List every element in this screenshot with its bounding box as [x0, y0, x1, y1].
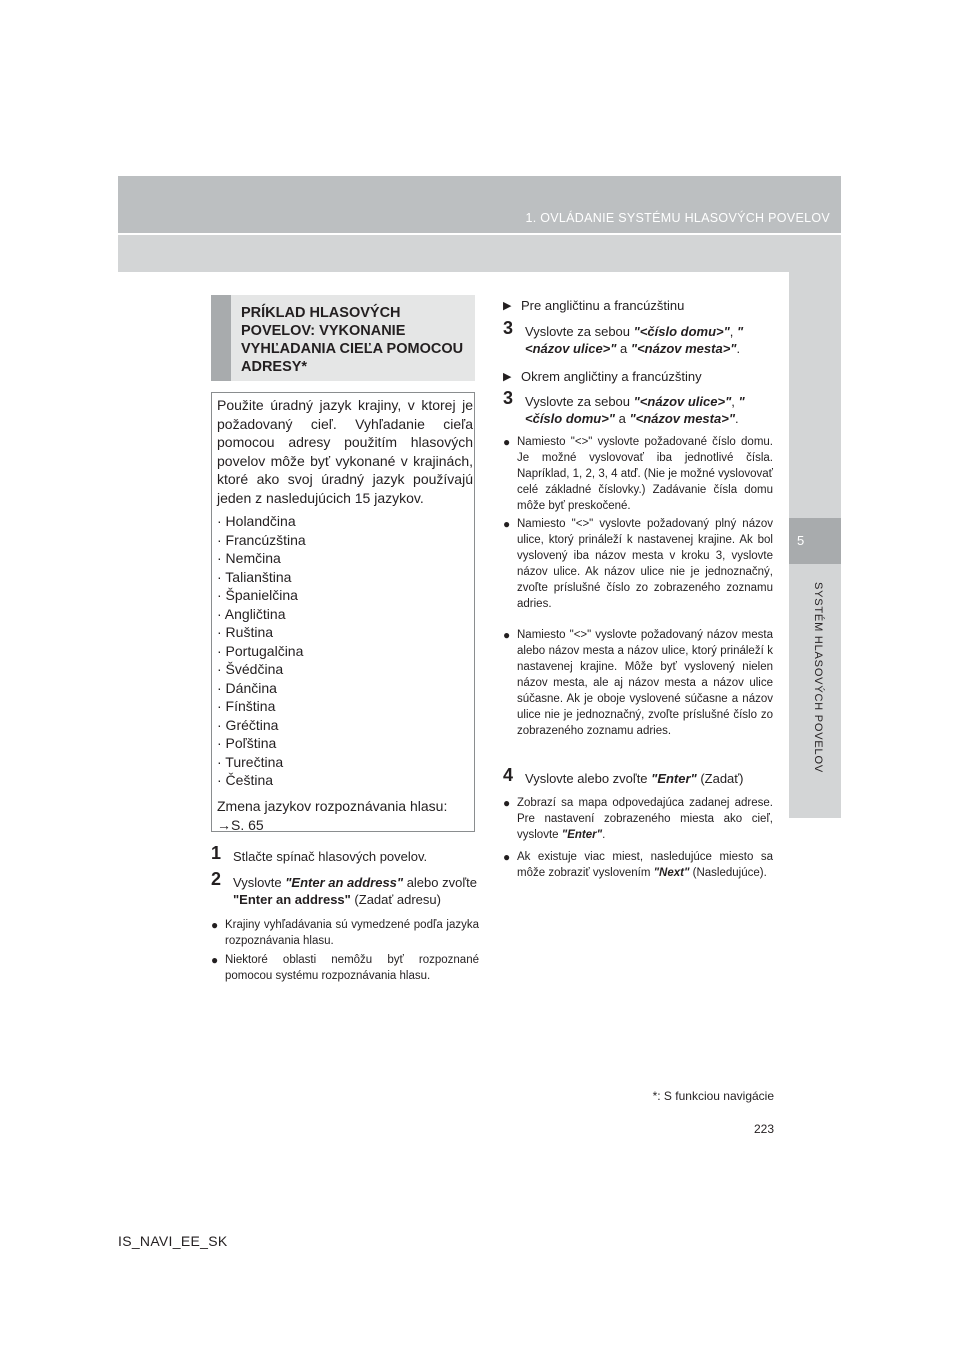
voice-command: "Next"	[653, 867, 690, 879]
voice-command: "<číslo domu>"	[525, 394, 745, 426]
bullet-icon: ●	[211, 953, 219, 967]
language-item: · Gréčtina	[217, 716, 279, 733]
language-item: · Fínština	[217, 698, 276, 714]
language-item: · Talianština	[217, 568, 292, 585]
bullet-icon: ●	[211, 918, 219, 932]
language-item: · Nemčina	[217, 550, 281, 566]
language-item: · Dánčina	[217, 679, 277, 696]
triangle-right-icon: ▶	[503, 300, 512, 312]
step-number: 3	[503, 388, 514, 408]
note-bullet	[503, 516, 773, 612]
language-change-text: Zmena jazykov rozpoznávania hlasu:	[217, 798, 448, 814]
header-divider	[118, 233, 841, 235]
note-bullet	[503, 627, 773, 739]
note-bullet	[503, 434, 773, 514]
note-bullet: ● Zobrazí sa mapa odpovedajúca zadanej adrese. Pre nastavení zobrazeného miesta ako cieľ, vyslovte "Enter".	[503, 796, 773, 841]
language-item: · Čeština	[217, 772, 274, 788]
language-item: · Turečtina	[217, 753, 284, 770]
step-1	[211, 843, 481, 865]
bullet-text: Niektoré oblasti nemôžu byť rozpoznané pomocou systému rozpoznávania hlasu.	[225, 954, 479, 982]
step-text: Vyslovte	[233, 875, 286, 890]
page-number: 223	[753, 1122, 774, 1136]
voice-command: "<číslo domu>"	[633, 324, 730, 339]
language-info-intro: Použite úradný jazyk krajiny, v ktorej je požadovaný cieľ. Vyhľadanie cieľa pomocou adresy použitím hlasových povelov môže byť vykonané v krajinách, ktoré ako svoj úradný jazyk používajú jeden z nasledujúcich 15 jazykov.	[217, 397, 473, 506]
voice-command: "Enter"	[561, 829, 603, 841]
step-text: Vyslovte za sebou	[525, 394, 634, 409]
voice-command: "Enter"	[651, 771, 697, 786]
section-title: 1. OVLÁDANIE SYSTÉMU HLASOVÝCH POVELOV	[525, 211, 830, 225]
chapter-number: 5	[797, 533, 805, 548]
language-item: · Poľština	[217, 735, 277, 751]
step-4	[503, 765, 775, 787]
language-item: · Francúzština	[217, 531, 306, 548]
header-strip	[118, 176, 841, 234]
document-id: IS_NAVI_EE_SK	[118, 1233, 228, 1249]
step-text: alebo zvoľte	[403, 875, 477, 890]
language-item: · Švédčina	[217, 661, 284, 677]
bullet-icon: ●	[503, 796, 511, 810]
step-number: 2	[211, 869, 222, 889]
step-text: a	[616, 341, 631, 356]
language-item: · Portugalčina	[217, 642, 304, 659]
step-3-other-languages: 3 Vyslovte za sebou "<názov ulice>", "<číslo domu>" a "<názov mesta>".	[503, 388, 745, 426]
step-number: 3	[503, 318, 514, 338]
triangle-right-icon: ▶	[503, 371, 512, 383]
condition-text: Okrem angličtiny a francúzštiny	[521, 369, 702, 384]
bullet-text: Namiesto "<>" vyslovte požadovaný plný názov ulice, ktorý prináleží k nastavenej krajine. Ak bol vyslovený iba názov mesta v kroku 3, vyslovte názov ulice. Ak názov ulice nie je jednoznačný, zvoľte príslušné číslo zo zobrazeného zoznamu adries.	[517, 518, 773, 610]
step-3-english-french: 3 Vyslovte za sebou "<číslo domu>", "<názov ulice>" a "<názov mesta>".	[503, 318, 744, 356]
language-condition	[503, 297, 773, 314]
step-number: 1	[211, 843, 222, 863]
condition-text: Pre angličtinu a francúzštinu	[521, 298, 685, 313]
step-text: (Zadať adresu)	[350, 892, 441, 907]
step-2	[211, 869, 483, 908]
language-list	[217, 512, 467, 790]
bullet-text: (Nasledujúce).	[689, 867, 767, 879]
button-reference: "Enter an address"	[233, 892, 351, 907]
voice-command: "<názov ulice>"	[525, 324, 744, 356]
example-heading-accent	[211, 295, 231, 381]
voice-command: "<názov mesta>"	[629, 411, 735, 426]
example-heading-title: PRÍKLAD HLASOVÝCH POVELOV: VYKONANIE VYHĽADANIA CIEĽA POMOCOU ADRESY*	[241, 305, 464, 375]
step-number: 4	[503, 765, 514, 785]
language-item: · Ruština	[217, 624, 274, 640]
step-text: Vyslovte alebo zvoľte	[525, 771, 652, 786]
language-item: · Holandčina	[217, 513, 296, 529]
bullet-icon: ●	[503, 435, 511, 449]
step-text: Stlačte spínač hlasových povelov.	[233, 849, 428, 864]
chapter-label: SYSTÉM HLASOVÝCH POVELOV	[812, 582, 824, 773]
language-change-note	[217, 797, 467, 834]
page-reference-link[interactable]: →S. 65	[217, 816, 264, 833]
bullet-text: Namiesto "<>" vyslovte požadované číslo domu. Je možné vyslovovať iba jednotlivé čísla. Napríklad, 1, 2, 3, 4 atď. (Nie je možné vyslovovať celé základné číslovky.) Zadávanie čísla domu môže byť preskočené.	[517, 436, 773, 512]
voice-command: "Enter an address"	[285, 875, 404, 890]
note-bullet	[503, 849, 773, 881]
bullet-text: Krajiny vyhľadávania sú vymedzené podľa jazyka rozpoznávania hlasu.	[225, 919, 479, 947]
note-bullet	[211, 917, 479, 949]
voice-command: "<názov ulice>"	[633, 394, 732, 409]
bullet-text: Zobrazí sa mapa odpovedajúca zadanej adrese. Pre nastavení zobrazeného miesta ako cieľ, vyslovte	[517, 797, 773, 841]
language-item: · Angličtina	[217, 605, 286, 622]
bullet-text: Namiesto "<>" vyslovte požadovaný názov mesta alebo názov mesta a názov ulice, ktorý prináleží k nastavenej krajine. Môže byť vyslovený nielen názov mesta, ale aj názov mesta a názov ulice súčasne. Ak je oboje vyslovené súčasne a názov ulice nie je jednoznačný, zvoľte príslušné číslo zo zobrazeného zoznamu adries.	[517, 629, 773, 737]
language-condition	[503, 368, 773, 385]
language-item: · Španielčina	[217, 587, 298, 603]
bullet-icon: ●	[503, 850, 511, 864]
bullet-icon: ●	[503, 517, 511, 531]
voice-command: "<názov mesta>"	[630, 341, 737, 356]
footnote: *: S funkciou navigácie	[652, 1089, 774, 1103]
note-bullet	[211, 952, 479, 984]
step-text: a	[614, 411, 630, 426]
step-text: Vyslovte za sebou	[525, 324, 634, 339]
step-text: (Zadať)	[696, 771, 744, 786]
bullet-text: Ak existuje viac miest, nasledujúce miesto sa môže zobraziť vyslovením	[517, 851, 773, 879]
bullet-icon: ●	[503, 628, 511, 642]
